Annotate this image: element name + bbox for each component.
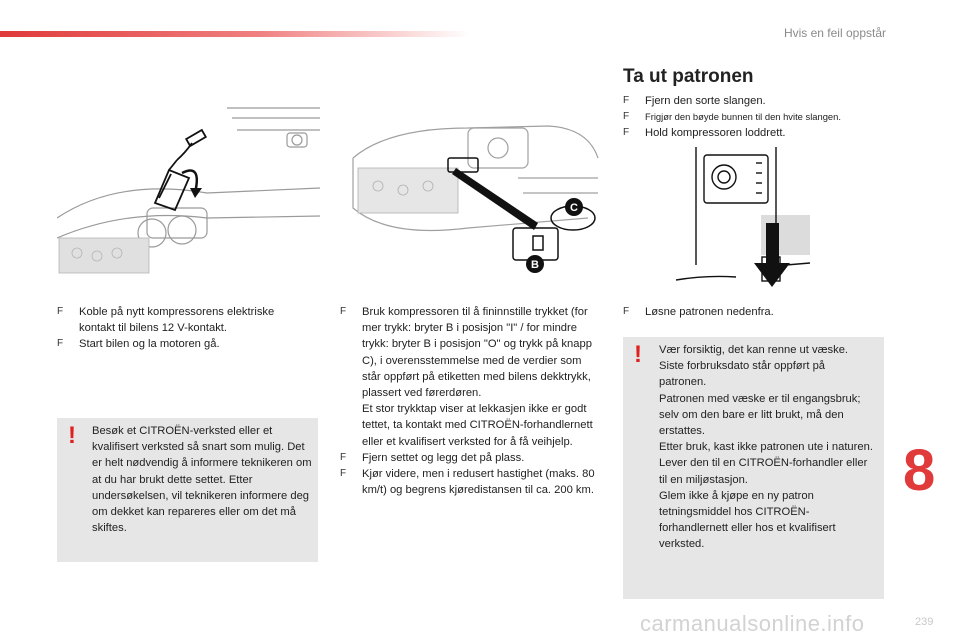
- bullet-icon: F: [623, 127, 630, 139]
- list-item: F Hold kompressoren loddrett.: [623, 125, 913, 141]
- bullet-icon: F: [57, 338, 64, 350]
- list-item: F Frigjør den bøyde bunnen til den hvite slangen.: [623, 109, 913, 125]
- warning-icon: !: [634, 341, 642, 368]
- list-item: F Koble på nytt kompressorens elektriske kontakt til bilens 12 V-kontakt.: [57, 306, 275, 335]
- bullet-icon: F: [623, 111, 630, 123]
- compressor-plug-drawing: [57, 98, 320, 275]
- pressure-loss-text: Et stor trykktap viser at lekkasjen ikke er godt tettet, ta kontakt med CITROËN-forhandlernett eller et kvalifisert verksted for å få veihjelp.: [362, 403, 593, 448]
- list-item: F Kjør videre, men i redusert hastighet (maks. 80 km/t) og begrens kjøredistansen til ca. 200 km.: [340, 468, 595, 497]
- section-header: Hvis en feil oppstår: [783, 26, 886, 40]
- bullet-icon: F: [623, 306, 630, 317]
- list-item: F Løsne patronen nedenfra.: [623, 304, 883, 320]
- chapter-number: 8: [903, 438, 936, 503]
- compressor-plug-illustration: [57, 98, 320, 275]
- warning-text-right: Vær forsiktig, det kan renne ut væske. Siste forbruksdato står oppført på patronen. Patronen med væske er til engangsbruk; selv om den bare er litt brukt, må den erstattes. Etter bruk, kast ikke patronen ute i naturen. Lever den til en CITROËN-forhandler eller til en miljøstasjon. Glem ikke å kjøpe en ny patron tetningsmiddel hos CITROËN-forhandlernett eller hos et kvalifisert verksted.: [659, 344, 873, 551]
- right-steps-list-top: [623, 93, 913, 142]
- watermark: carmanualsonline.info: [640, 611, 865, 636]
- bullet-icon: F: [340, 451, 347, 463]
- cartridge-removal-illustration: [676, 145, 810, 291]
- header-accent-bar: [0, 31, 470, 37]
- warning-box-right: [623, 337, 884, 599]
- bullet-icon: F: [340, 306, 347, 317]
- label-b: B: [531, 259, 539, 271]
- section-title: Ta ut patronen: [623, 66, 754, 87]
- warning-icon: !: [68, 422, 76, 449]
- warning-box-left: [57, 418, 318, 562]
- list-item: [340, 304, 603, 450]
- list-item: F Start bilen og la motoren gå.: [57, 336, 312, 352]
- left-steps-list: [57, 304, 312, 353]
- label-c: C: [570, 202, 578, 214]
- bullet-icon: F: [340, 468, 347, 480]
- bullet-icon: F: [57, 306, 64, 317]
- cartridge-drawing: [676, 145, 810, 291]
- pressure-adjust-text: Bruk kompressoren til å fininnstille trykket (for mer trykk: bryter B i posisjon "I" / for mindre trykk: bryter B i posisjon "O" og trykk på knapp C), i overensstemmelse med de verdier som står oppført på etiketten med bilens dekktrykk, plassert ved førerdøren.: [362, 306, 592, 400]
- warning-text-left: Besøk et CITROËN-verksted eller et kvalifisert verksted så snart som mulig. Det er helt nødvendig å informere teknikeren om at du har brukt dette settet. Etter undersøkelsen, vil teknikeren informere deg om dekket kan repareres eller om det må skiftes.: [92, 425, 312, 535]
- right-steps-list-bottom: [623, 304, 883, 320]
- page-number: 239: [915, 616, 934, 628]
- list-item: F Fjern settet og legg det på plass.: [340, 450, 603, 466]
- list-item: F Fjern den sorte slangen.: [623, 93, 913, 109]
- compressor-buttons-illustration: [348, 98, 603, 275]
- bullet-icon: F: [623, 95, 630, 106]
- compressor-buttons-drawing: [348, 98, 603, 275]
- middle-steps-list: [340, 304, 603, 498]
